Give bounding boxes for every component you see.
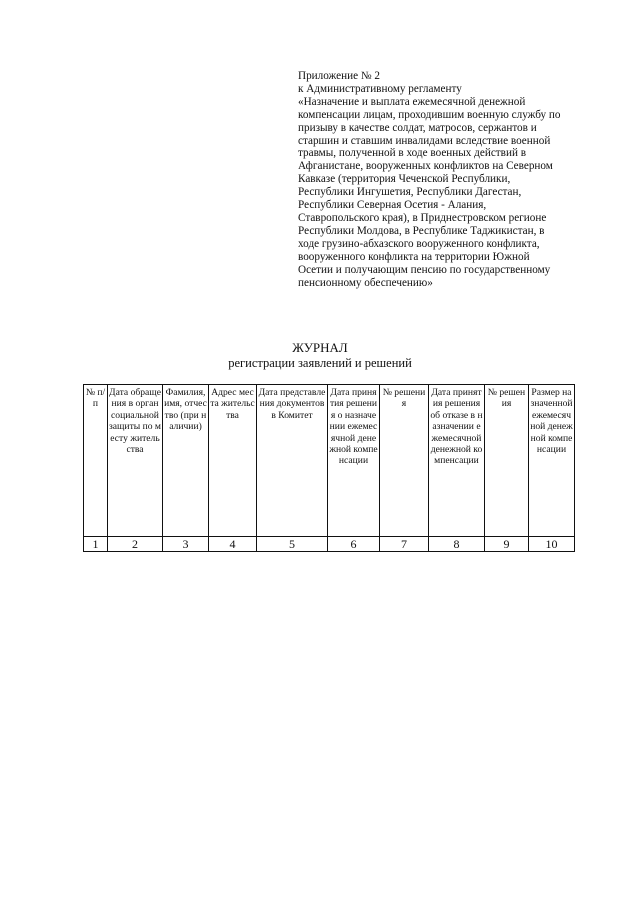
column-number: 10 (529, 537, 575, 552)
appendix-line: к Административному регламенту (298, 82, 462, 95)
appendix-line: вооруженного конфликта на территории Южной (298, 250, 530, 263)
appendix-line: «Назначение и выплата ежемесячной денежной (298, 95, 526, 108)
column-header-refusal-decision-date: Дата принятия решения об отказе в назначении ежемесячной денежной компенсации (429, 385, 485, 537)
column-header-grant-decision-date: Дата принятия решения о назначении ежемесячной денежной компенсации (328, 385, 380, 537)
appendix-line: Республики Северная Осетия - Алания, (298, 199, 487, 212)
appendix-line: старшин и ставшим инвалидами вследствие военной (298, 134, 551, 147)
column-number: 5 (257, 537, 328, 552)
appendix-line: пенсионному обеспечению» (298, 276, 433, 289)
column-number: 6 (328, 537, 380, 552)
column-header-address: Адрес места жительства (209, 385, 257, 537)
column-header-compensation-amount: Размер назначенной ежемесячной денежной компенсации (529, 385, 575, 537)
appendix-line: Республики Молдова, в Республике Таджикистан, в (298, 224, 545, 237)
column-header-full-name: Фамилия, имя, отчество (при наличии) (163, 385, 209, 537)
appendix-line: Ставропольского края), в Приднестровском регионе (298, 211, 547, 224)
column-number: 8 (429, 537, 485, 552)
column-number-row (84, 537, 575, 552)
appendix-line: призыву в качестве солдат, матросов, сержантов и (298, 121, 537, 134)
appendix-line: компенсации лицам, проходившим военную службу по (298, 108, 561, 121)
column-number: 1 (84, 537, 108, 552)
column-number: 4 (209, 537, 257, 552)
column-number: 3 (163, 537, 209, 552)
column-header-submission-date: Дата представления документов в Комитет (257, 385, 328, 537)
appendix-line: Осетии и получающим пенсию по государственному (298, 263, 551, 276)
column-header-refusal-decision-number: № решения (485, 385, 529, 537)
journal-title: ЖУРНАЛ (292, 340, 348, 355)
column-header-number: № п/п (84, 385, 108, 537)
appendix-line: Афганистане, вооруженных конфликтов на Северном (298, 160, 553, 173)
journal-subtitle: регистрации заявлений и решений (228, 356, 412, 370)
appendix-line: Кавказе (территория Чеченской Республики, (298, 173, 511, 186)
appendix-line: Приложение № 2 (298, 70, 380, 82)
appendix-line: травмы, полученной в ходе военных действий в (298, 147, 527, 160)
column-header-grant-decision-number: № решения (380, 385, 429, 537)
registration-table (83, 384, 575, 552)
column-number: 2 (108, 537, 163, 552)
column-number: 7 (380, 537, 429, 552)
header-row (84, 385, 575, 537)
appendix-block (298, 70, 598, 289)
appendix-line: Республики Ингушетия, Республики Дагестан, (298, 186, 522, 199)
appendix-line: ходе грузино-абхазского вооруженного конфликта, (298, 237, 540, 250)
column-number: 9 (485, 537, 529, 552)
column-header-application-date: Дата обращения в орган социальной защиты по месту жительства (108, 385, 163, 537)
